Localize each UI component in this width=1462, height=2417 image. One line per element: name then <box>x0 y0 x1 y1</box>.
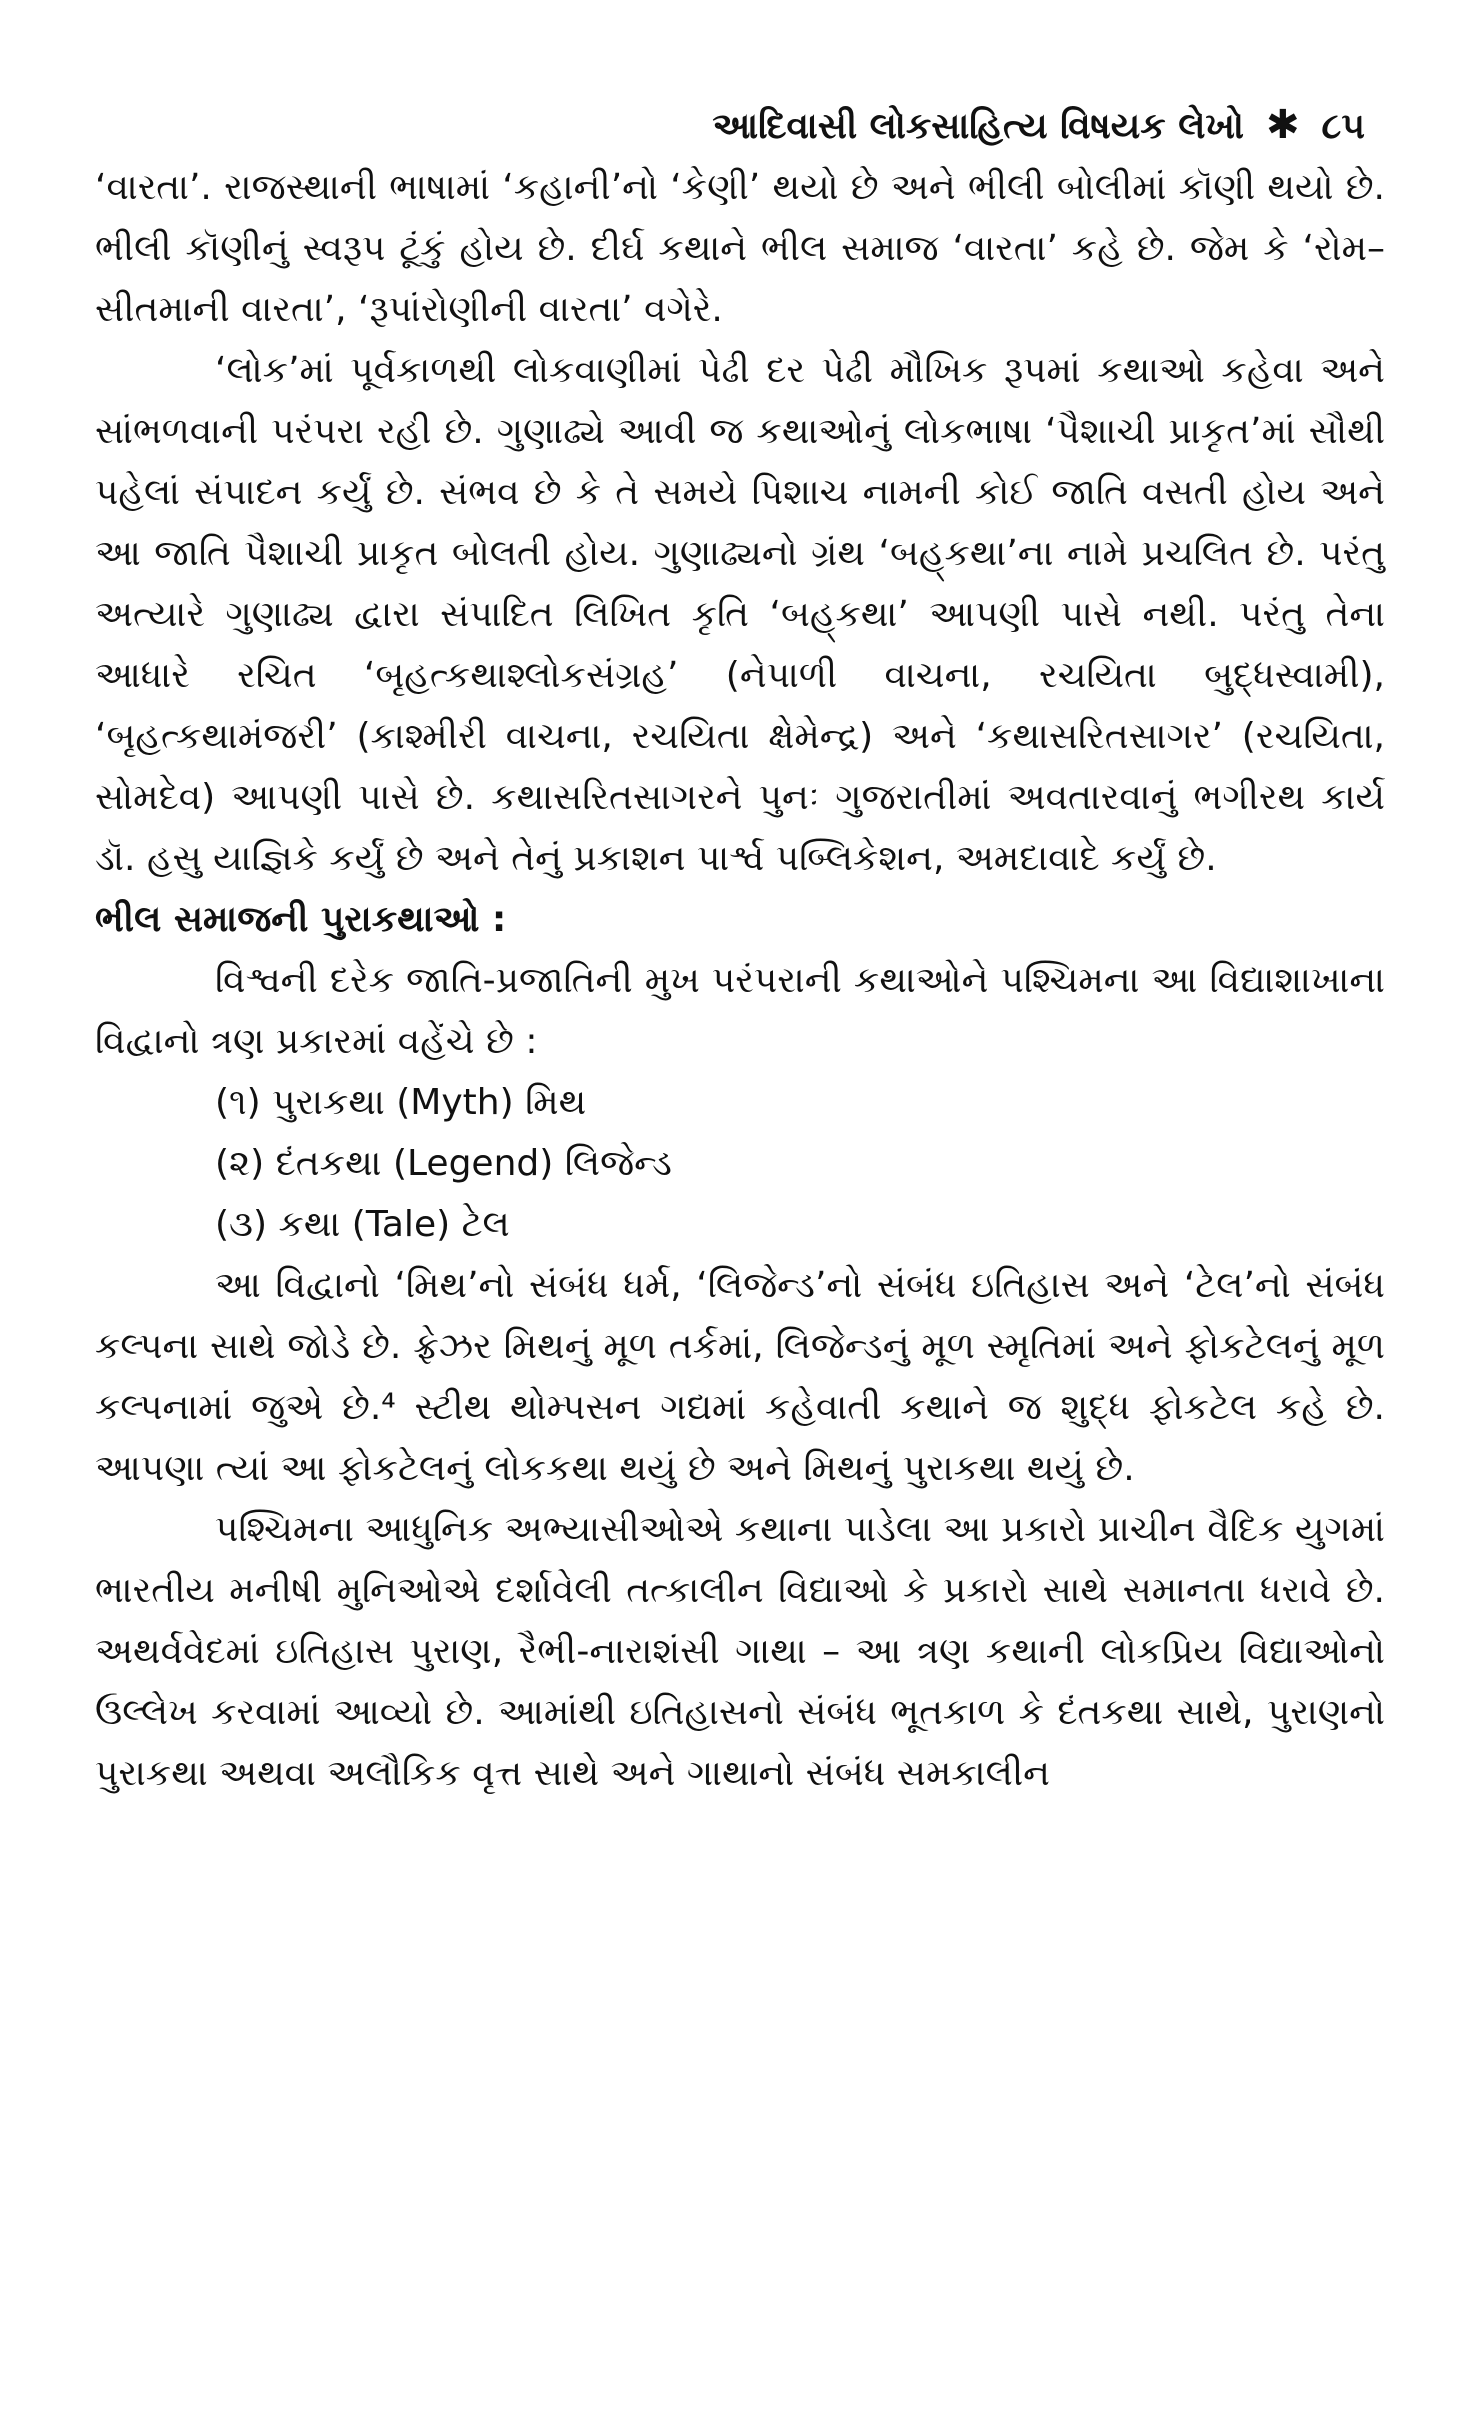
book-page <box>95 95 1385 1804</box>
asterisk-separator-icon: ✱ <box>1266 102 1300 148</box>
paragraph-vedic-comparison: પશ્ચિમના આધુનિક અભ્યાસીઓએ કથાના પાડેલા આ પ્રકારો પ્રાચીન વૈદિક યુગમાં ભારતીય મનીષી મુનિઓએ દર્શાવેલી તત્કાલીન વિદ્યાઓ કે પ્રકારો સાથે સમાનતા ધરાવે છે. અથર્વવેદમાં ઇતિહાસ પુરાણ, રૈભી-નારાશંસી ગાથા – આ ત્રણ કથાની લોકપ્રિય વિદ્યાઓનો ઉલ્લેખ કરવામાં આવ્યો છે. આમાંથી ઇતિહાસનો સંબંધ ભૂતકાળ કે દંતકથા સાથે, પુરાણનો પુરાકથા અથવા અલૌકિક વૃત્ત સાથે અને ગાથાનો સંબંધ સમકાલીન <box>95 1509 1385 1794</box>
list-item-legend: (૨) દંતકથા (Legend) લિજેન્ડ <box>215 1143 672 1184</box>
running-header-title: આદિવાસી લોકસાહિત્ય વિષયક લેખો <box>712 106 1245 147</box>
list-item-myth: (૧) પુરાકથા (Myth) મિથ <box>215 1082 587 1123</box>
paragraph-scholars-view: આ વિદ્વાનો ‘મિથ’નો સંબંધ ધર્મ, ‘લિજેન્ડ’નો સંબંધ ઇતિહાસ અને ‘ટેલ’નો સંબંધ કલ્પના સાથે જોડે છે. ફ્રેઝર મિથનું મૂળ તર્કમાં, લિજેન્ડનું મૂળ સ્મૃતિમાં અને ફોકટેલનું મૂળ કલ્પનામાં જુએ છે.⁴ સ્ટીથ થોમ્પસન ગદ્યમાં કહેવાતી કથાને જ શુદ્ધ ફોકટેલ કહે છે. આપણા ત્યાં આ ફોકટેલનું લોકકથા થયું છે અને મિથનું પુરાકથા થયું છે. <box>95 1265 1385 1489</box>
page-body <box>95 157 1385 1804</box>
page-number: ૮૫ <box>1321 106 1365 147</box>
list-item-tale: (૩) કથા (Tale) ટેલ <box>215 1204 510 1245</box>
paragraph-continued: ‘વારતા’. રાજસ્થાની ભાષામાં ‘કહાની’નો ‘કેણી’ થયો છે અને ભીલી બોલીમાં કૉણી થયો છે. ભીલી કૉણીનું સ્વરૂપ ટૂંકું હોય છે. દીર્ઘ કથાને ભીલ સમાજ ‘વારતા’ કહે છે. જેમ કે ‘રોમ–સીતમાની વારતા’, ‘રૂપાંરોણીની વારતા’ વગેરે. <box>95 167 1385 330</box>
section-heading: ભીલ સમાજની પુરાકથાઓ : <box>95 899 507 940</box>
running-header <box>95 95 1385 157</box>
paragraph-lok-tradition: ‘લોક’માં પૂર્વકાળથી લોકવાણીમાં પેઢી દર પેઢી મૌખિક રૂપમાં કથાઓ કહેવા અને સાંભળવાની પરંપરા રહી છે. ગુણાઢ્યે આવી જ કથાઓનું લોકભાષા ‘પૈશાચી પ્રાકૃત’માં સૌથી પહેલાં સંપાદન કર્યું છે. સંભવ છે કે તે સમયે પિશાચ નામની કોઈ જાતિ વસતી હોય અને આ જાતિ પૈશાચી પ્રાકૃત બોલતી હોય. ગુણાઢ્યનો ગ્રંથ ‘બહ્‌કથા’ના નામે પ્રચલિત છે. પરંતુ અત્યારે ગુણાઢ્ય દ્વારા સંપાદિત લિખિત કૃતિ ‘બહ્‌કથા’ આપણી પાસે નથી. પરંતુ તેના આધારે રચિત ‘બૃહત્કથાશ્લોકસંગ્રહ’ (નેપાળી વાચના, રચયિતા બુદ્ધસ્વામી), ‘બૃહત્કથામંજરી’ (કાશ્મીરી વાચના, રચયિતા ક્ષેમેન્દ્ર) અને ‘કથાસરિતસાગર’ (રચયિતા, સોમદેવ) આપણી પાસે છે. કથાસરિતસાગરને પુનઃ ગુજરાતીમાં અવતારવાનું ભગીરથ કાર્ય ડૉ. હસુ યાજ્ઞિકે કર્યું છે અને તેનું પ્રકાશન પાર્શ્વ પબ્લિકેશન, અમદાવાદે કર્યું છે. <box>95 350 1385 879</box>
story-types-list <box>95 1072 1385 1255</box>
section-intro-paragraph: વિશ્વની દરેક જાતિ-પ્રજાતિની મુખ પરંપરાની કથાઓને પશ્ચિમના આ વિદ્યાશાખાના વિદ્વાનો ત્રણ પ્રકારમાં વહેંચે છે : <box>95 960 1385 1062</box>
